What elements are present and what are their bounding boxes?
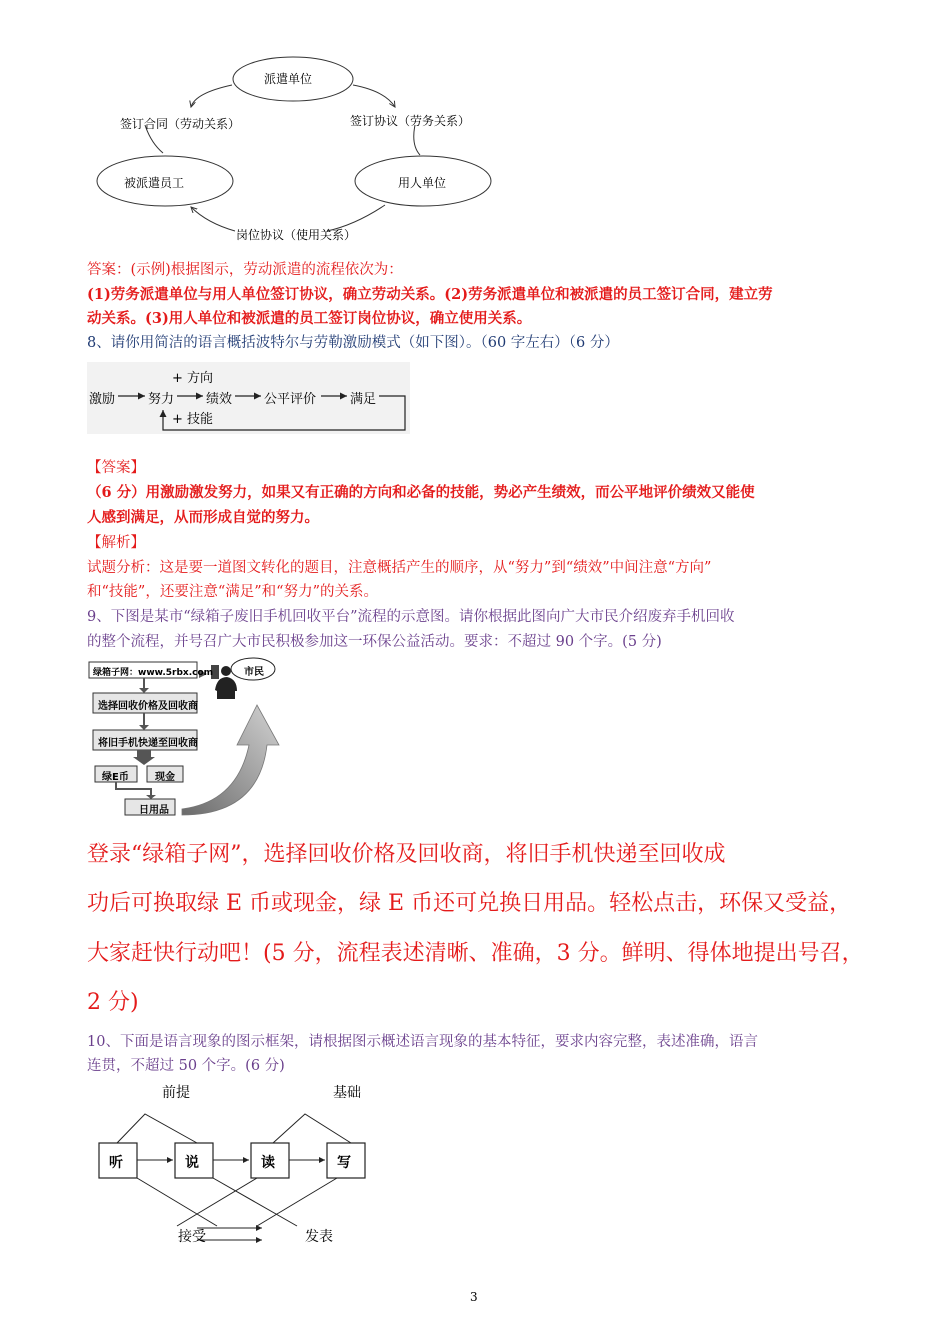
question8-text: 8、请你用简洁的语言概括波特尔与劳勒激励模式（如下图）。（60 字左右）（6 分） xyxy=(87,335,619,351)
question10-line2: 连贯，不超过 50 个字。(6 分) xyxy=(87,1058,285,1074)
node-dispatched-employee-label: 被派遣员工 xyxy=(124,176,185,190)
answer8-line2: 人感到满足，从而形成自觉的努力。 xyxy=(87,509,319,526)
edge-position-agreement-label: 岗位协议（使用关系） xyxy=(236,228,357,242)
model-node-incentive: 激励 xyxy=(89,392,116,407)
model-label-skill: + 技能 xyxy=(172,412,214,427)
flow-citizen-label: 市民 xyxy=(244,667,264,678)
answer9-line3: 大家赶快行动吧！(5 分，流程表述清晰、准确，3 分。鲜明、得体地提出号召， xyxy=(87,941,864,966)
answer7-line1: 答案：(示例)根据图示，劳动派遣的流程依次为： xyxy=(87,262,403,278)
question9-line2: 的整个流程，并号召广大市民积极参加这一环保公益活动。要求：不超过 90 个字。(5 分) xyxy=(87,634,662,650)
edge-contract-label: 签订合同（劳动关系） xyxy=(120,117,241,131)
diagram-box-listen: 听 xyxy=(109,1155,123,1171)
node-dispatch-unit-label: 派遣单位 xyxy=(264,72,313,86)
node-employer-label: 用人单位 xyxy=(398,176,447,190)
question10-line1: 10、下面是语言现象的图示框架，请根据图示概述语言现象的基本特征，要求内容完整，表述准确，语言 xyxy=(87,1034,758,1050)
model-node-effort: 努力 xyxy=(148,392,175,407)
analysis8-tag: 【解析】 xyxy=(87,535,145,551)
edge-agreement-label: 签订协议（劳务关系） xyxy=(350,114,471,128)
diagram-box-write: 写 xyxy=(337,1155,351,1171)
analysis8-line2: 和“技能”，还要注意“满足”和“努力”的关系。 xyxy=(87,584,378,600)
flow-box-daily-goods: 日用品 xyxy=(139,805,169,816)
answer9-line1: 登录“绿箱子网”，选择回收价格及回收商，将旧手机快递至回收成 xyxy=(87,842,726,867)
answer8-line1: （6 分）用激励激发努力，如果又有正确的方向和必备的技能，势必产生绩效，而公平地评价绩效又能使 xyxy=(87,484,755,501)
page-number: 3 xyxy=(470,1290,478,1304)
model-node-performance: 绩效 xyxy=(206,392,233,407)
answer8-tag: 【答案】 xyxy=(87,460,145,476)
diagram-label-express: 发表 xyxy=(305,1229,333,1245)
flow-box-website: 绿箱子网：www.5rbx.com xyxy=(93,668,214,678)
answer7-line3: 动关系。(3)用人单位和被派遣的员工签订岗位协议，确立使用关系。 xyxy=(87,310,532,327)
question9-line1: 9、下图是某市“绿箱子废旧手机回收平台”流程的示意图。请你根据此图向广大市民介绍废弃手机回收 xyxy=(87,609,735,625)
answer9-line4: 2 分) xyxy=(87,990,139,1015)
analysis8-line1: 试题分析：这是要一道图文转化的题目，注意概括产生的顺序，从“努力”到“绩效”中间注意“方向” xyxy=(87,560,712,576)
diagram-box-speak: 说 xyxy=(185,1155,199,1171)
flow-box-ship-phone: 将旧手机快递至回收商 xyxy=(98,738,198,749)
model-label-direction: + 方向 xyxy=(172,371,214,386)
model-node-satisfaction: 满足 xyxy=(350,392,377,407)
diagram-label-premise: 前提 xyxy=(162,1085,190,1101)
diagram-box-read: 读 xyxy=(261,1155,275,1171)
answer9-line2: 功后可换取绿 E 币或现金，绿 E 币还可兑换日用品。轻松点击，环保又受益， xyxy=(87,891,852,916)
flow-box-green-coin: 绿E币 xyxy=(102,772,129,783)
flow-box-select-recycler: 选择回收价格及回收商 xyxy=(98,701,198,712)
flow-box-cash: 现金 xyxy=(155,772,175,783)
model-node-fair-evaluation: 公平评价 xyxy=(264,392,317,407)
diagram-label-foundation: 基础 xyxy=(333,1085,361,1101)
diagram-label-receive: 接受 xyxy=(178,1229,206,1245)
answer7-line2: (1)劳务派遣单位与用人单位签订协议，确立劳动关系。(2)劳务派遣单位和被派遣的员工签订合同，建立劳 xyxy=(87,286,773,303)
